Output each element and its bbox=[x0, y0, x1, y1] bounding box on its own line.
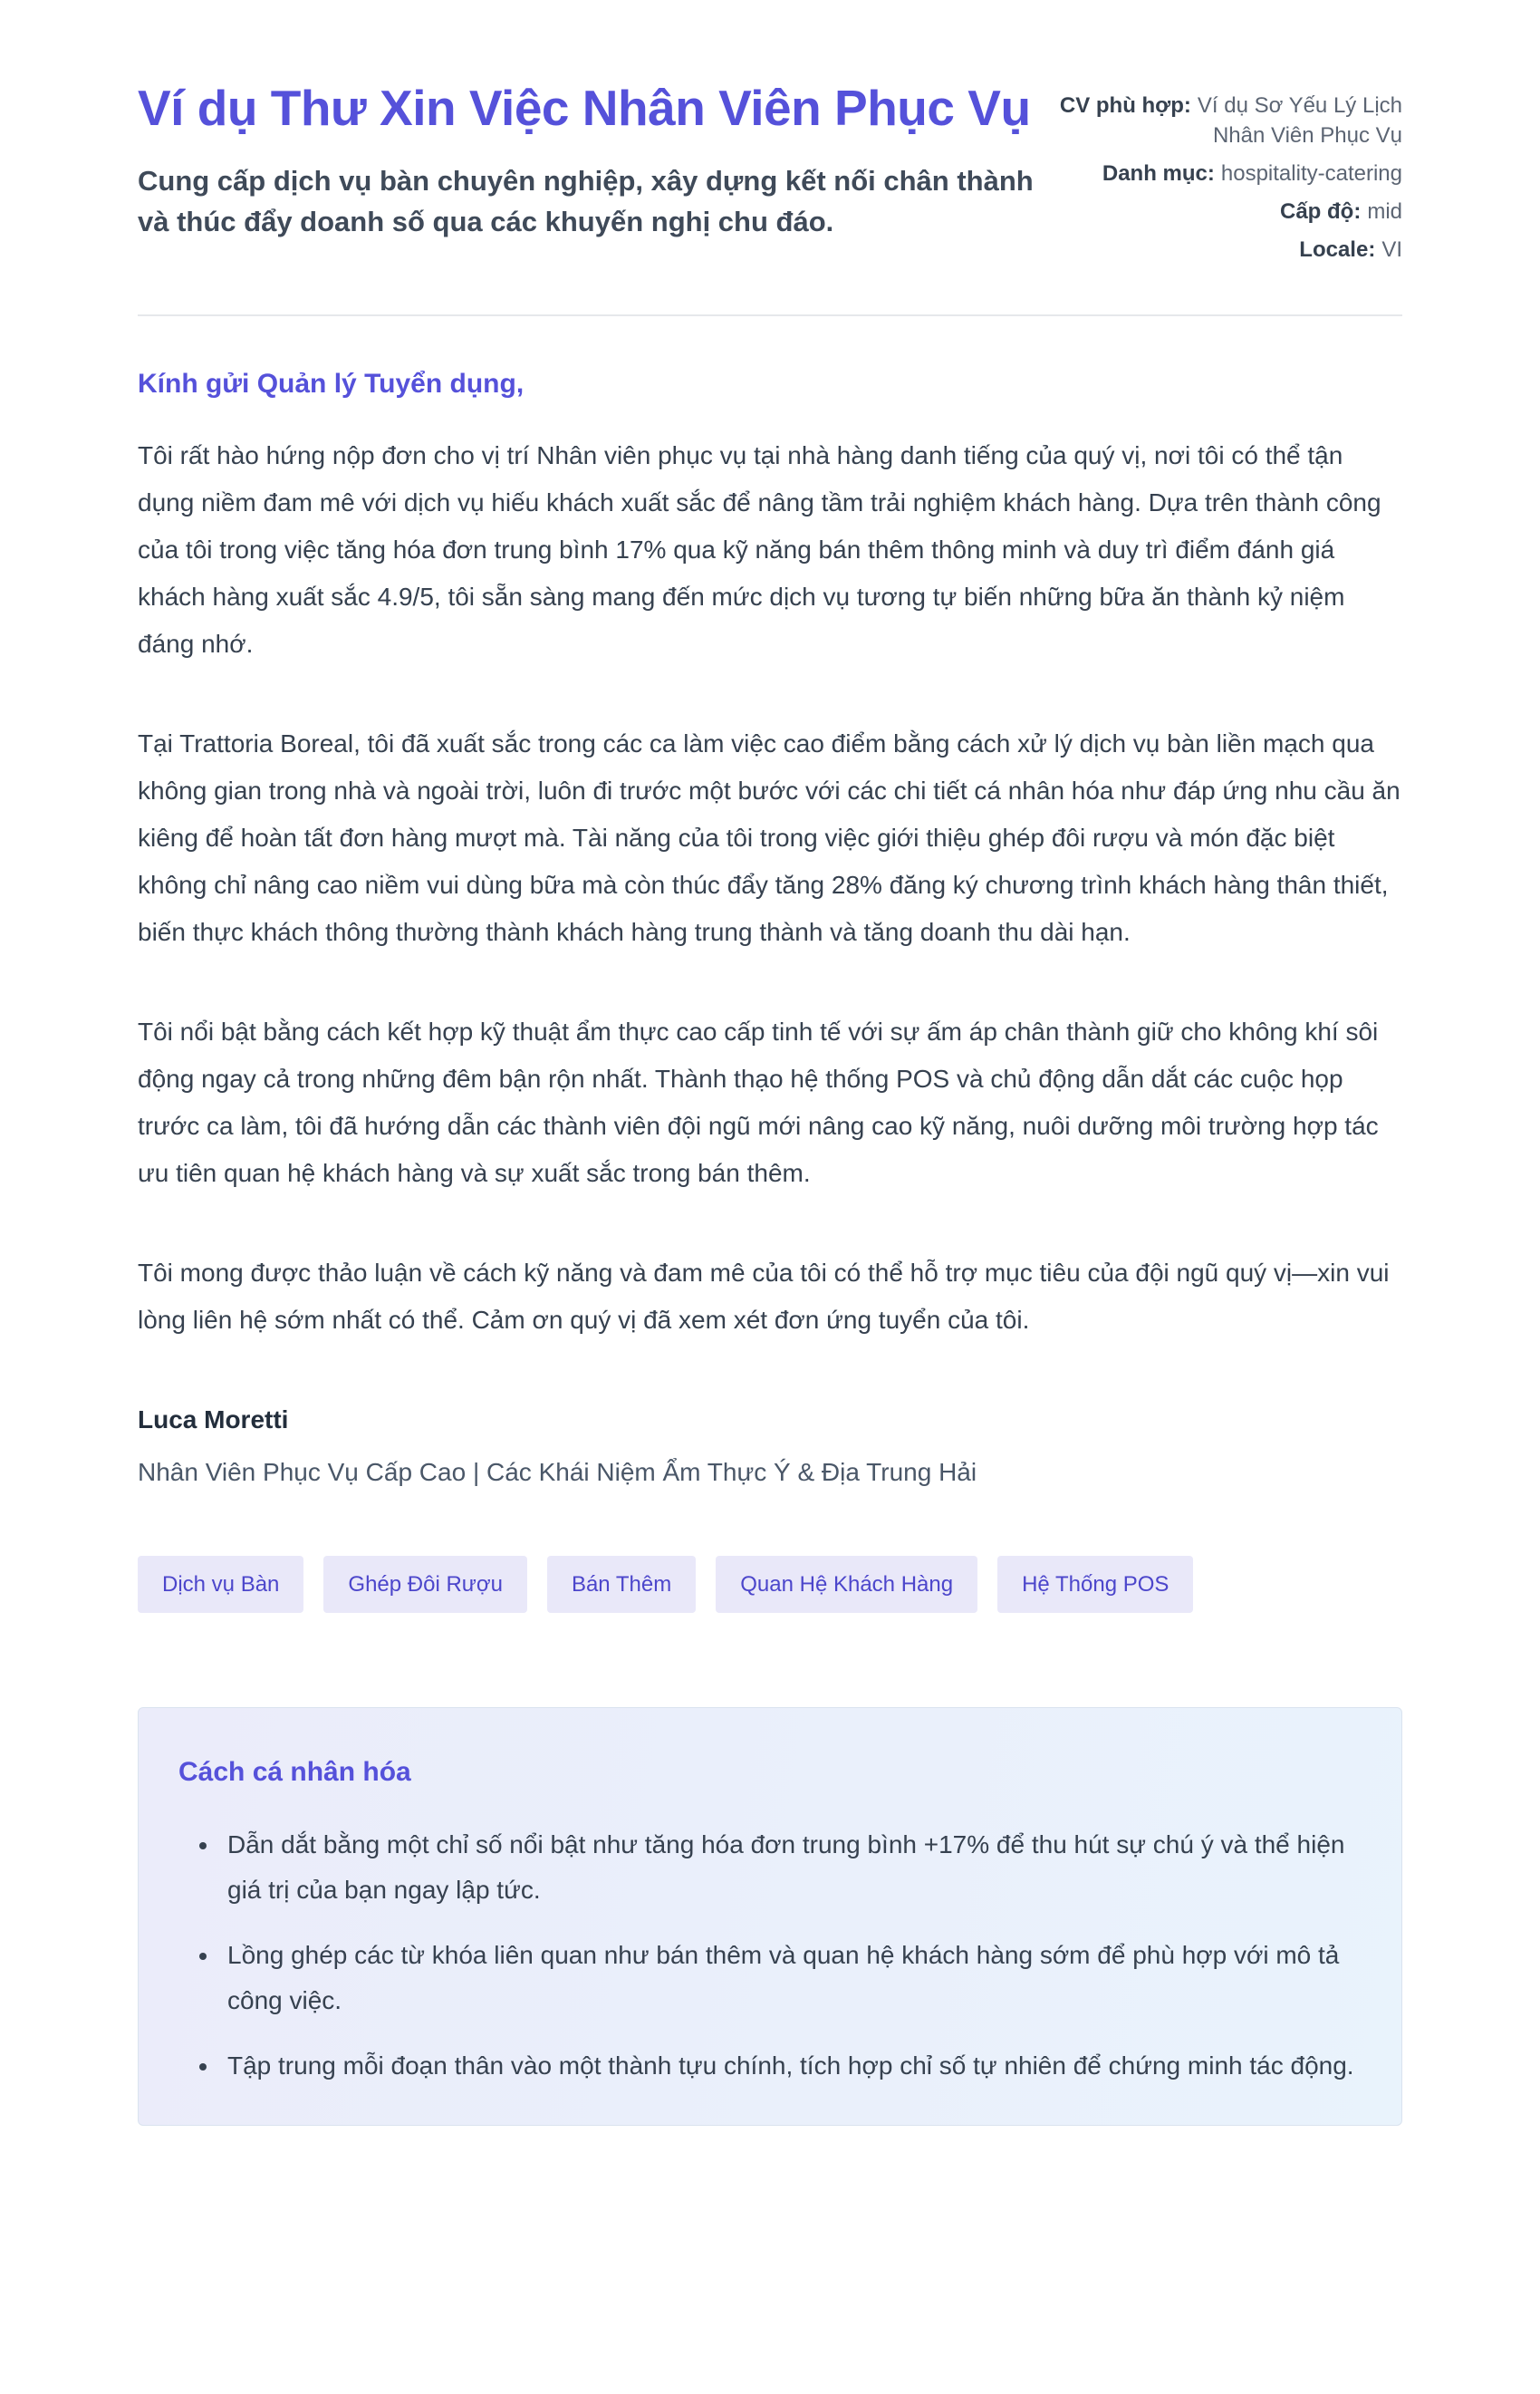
meta-label-locale: Locale: bbox=[1299, 237, 1376, 262]
page-title: Ví dụ Thư Xin Việc Nhân Viên Phục Vụ bbox=[138, 80, 1031, 136]
skill-tag-guest-relations: Quan Hệ Khách Hàng bbox=[716, 1556, 977, 1613]
personalization-tips-box bbox=[138, 1707, 1402, 2126]
letter-paragraph-2: Tại Trattoria Boreal, tôi đã xuất sắc trong các ca làm việc cao điểm bằng cách xử lý dịch vụ bàn liền mạch qua không gian trong nhà và ngoài trời, luôn đi trước một bước với các chi tiết cá nhân hóa như đáp ứng nhu cầu ăn kiêng để hoàn tất đơn hàng mượt mà. Tài năng của tôi trong việc giới thiệu ghép đôi rượu và món đặc biệt không chỉ nâng cao niềm vui dùng bữa mà còn thúc đẩy tăng 28% đăng ký chương trình khách hàng thân thiết, biến thực khách thông thường thành khách hàng trung thành và tăng doanh thu dài hạn. bbox=[138, 729, 1400, 946]
cover-letter-body bbox=[138, 365, 1402, 1496]
letter-paragraph-4: Tôi mong được thảo luận về cách kỹ năng và đam mê của tôi có thể hỗ trợ mục tiêu của đội ngũ quý vị—xin vui lòng liên hệ sớm nhất có thể. Cảm ơn quý vị đã xem xét đơn ứng tuyển của tôi. bbox=[138, 1259, 1390, 1334]
meta-row-locale bbox=[1049, 235, 1402, 265]
meta-row-matching-cv bbox=[1049, 91, 1402, 150]
meta-value-matching-cv-link[interactable]: Ví dụ Sơ Yếu Lý Lịch Nhân Viên Phục Vụ bbox=[1197, 93, 1402, 148]
skill-tag-table-service: Dịch vụ Bàn bbox=[138, 1556, 303, 1613]
meta-row-category bbox=[1049, 159, 1402, 188]
page-header bbox=[138, 78, 1402, 273]
meta-label-level: Cấp độ: bbox=[1280, 199, 1362, 224]
skill-tag-upselling: Bán Thêm bbox=[547, 1556, 696, 1613]
signature-role: Nhân Viên Phục Vụ Cấp Cao | Các Khái Niệm Ẩm Thực Ý & Địa Trung Hải bbox=[138, 1458, 977, 1486]
meta-value-locale: VI bbox=[1381, 237, 1402, 262]
meta-value-category: hospitality-catering bbox=[1220, 161, 1402, 186]
letter-paragraph-3: Tôi nổi bật bằng cách kết hợp kỹ thuật ẩm thực cao cấp tinh tế với sự ấm áp chân thành giữ cho không khí sôi động ngay cả trong những đêm bận rộn nhất. Thành thạo hệ thống POS và chủ động dẫn dắt các cuộc họp trước ca làm, tôi đã hướng dẫn các thành viên đội ngũ mới nâng cao kỹ năng, nuôi dưỡng môi trường hợp tác ưu tiên quan hệ khách hàng và sự xuất sắc trong bán thêm. bbox=[138, 1018, 1379, 1187]
meta-label-matching-cv: CV phù hợp: bbox=[1059, 93, 1191, 118]
meta-panel bbox=[1049, 78, 1402, 273]
meta-value-level: mid bbox=[1367, 199, 1402, 224]
tips-list bbox=[178, 1822, 1360, 2089]
tip-item-3: • Tập trung mỗi đoạn thân vào một thành tựu chính, tích hợp chỉ số tự nhiên để chứng minh tác động. bbox=[220, 2043, 1360, 2089]
meta-label-category: Danh mục: bbox=[1102, 161, 1215, 186]
letter-paragraph-1: Tôi rất hào hứng nộp đơn cho vị trí Nhân viên phục vụ tại nhà hàng danh tiếng của quý vị, nơi tôi có thể tận dụng niềm đam mê với dịch vụ hiếu khách xuất sắc để nâng tầm trải nghiệm khách hàng. Dựa trên thành công của tôi trong việc tăng hóa đơn trung bình 17% qua kỹ năng bán thêm thông minh và duy trì điểm đánh giá khách hàng xuất sắc 4.9/5, tôi sẵn sàng mang đến mức dịch vụ tương tự biến những bữa ăn thành kỷ niệm đáng nhớ. bbox=[138, 441, 1381, 658]
skill-tag-pos-system: Hệ Thống POS bbox=[997, 1556, 1193, 1613]
skill-tag-wine-pairing: Ghép Đôi Rượu bbox=[323, 1556, 527, 1613]
tips-heading: Cách cá nhân hóa bbox=[178, 1757, 411, 1787]
header-divider bbox=[138, 314, 1402, 316]
signature-name: Luca Moretti bbox=[138, 1405, 289, 1434]
page-subtitle: Cung cấp dịch vụ bàn chuyên nghiệp, xây dựng kết nối chân thành và thúc đẩy doanh số qua các khuyến nghị chu đáo. bbox=[138, 165, 1034, 237]
meta-row-level bbox=[1049, 197, 1402, 227]
skill-tags-row bbox=[138, 1556, 1402, 1613]
letter-greeting: Kính gửi Quản lý Tuyển dụng, bbox=[138, 369, 525, 399]
page-container bbox=[138, 0, 1402, 2213]
tip-item-1: • Dẫn dắt bằng một chỉ số nổi bật như tăng hóa đơn trung bình +17% để thu hút sự chú ý và thể hiện giá trị của bạn ngay lập tức. bbox=[220, 1822, 1360, 1913]
header-title-block bbox=[138, 78, 1044, 242]
tip-item-2: • Lồng ghép các từ khóa liên quan như bán thêm và quan hệ khách hàng sớm để phù hợp với mô tả công việc. bbox=[220, 1933, 1360, 2023]
